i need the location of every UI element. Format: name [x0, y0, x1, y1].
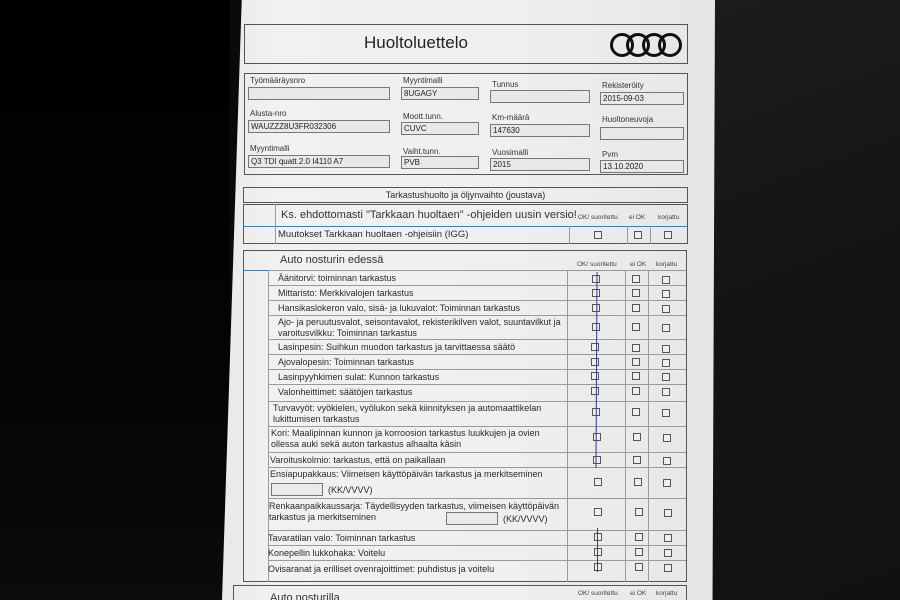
checklist-item-text: Konepellin lukkohaka: Voitelu [268, 548, 386, 558]
checklist-item-text: Muutokset Tarkkaan huoltaen -ohjeisiin (IGG) [278, 229, 469, 240]
checklist-row [268, 545, 686, 560]
gearbox-code-field[interactable]: PVB [401, 156, 479, 169]
not-ok-checkbox[interactable] [635, 548, 643, 556]
fixed-checkbox[interactable] [662, 373, 670, 381]
chassis-label: Alusta-nro [250, 109, 287, 118]
fixed-checkbox[interactable] [663, 457, 671, 465]
not-ok-checkbox[interactable] [633, 456, 641, 464]
col-not-ok-header: ei OK [630, 261, 647, 268]
not-ok-checkbox[interactable] [633, 433, 641, 441]
not-ok-checkbox[interactable] [632, 323, 640, 331]
checklist-row [268, 285, 686, 300]
checklist-item-text: Ajovalopesin: Toiminnan tarkastus [278, 357, 414, 367]
checklist-row [268, 300, 686, 315]
not-ok-checkbox[interactable] [632, 275, 640, 283]
date-field[interactable]: 13.10.2020 [600, 160, 684, 173]
checklist-item-text: Hansikaslokeron valo, sisä- ja lukuvalot: Toiminnan tarkastus [278, 303, 520, 313]
audi-rings-logo [610, 33, 682, 57]
tire-repair-kit-expiry-field[interactable] [446, 512, 498, 525]
fixed-checkbox[interactable] [662, 276, 670, 284]
sales-model-code-label: Myyntimalli [403, 76, 443, 85]
sales-model-name-label: Myyntimalli [250, 144, 290, 153]
checklist-row [268, 530, 686, 545]
fixed-checkbox[interactable] [664, 564, 672, 572]
not-ok-checkbox[interactable] [632, 358, 640, 366]
checklist-item-text: Renkaanpaikkaussarja: Täydellisyyden tarkastus, viimeisen käyttöpäivän tarkastus ja merkitseminen [269, 501, 559, 522]
model-year-field[interactable]: 2015 [490, 158, 590, 171]
checklist-item-text: Äänitorvi: toiminnan tarkastus [278, 273, 397, 283]
col-ok-header: OK/ suoritettu [578, 590, 618, 597]
fixed-checkbox[interactable] [662, 359, 670, 367]
not-ok-checkbox[interactable] [635, 563, 643, 571]
date-format-hint: (KK/VVVV) [503, 514, 548, 524]
checklist-item-text: Kori: Maalipinnan kunnon ja korroosion tarkastus luukkujen ja ovien ollessa auki sekä auton tarkastus alhaalta käsin [271, 428, 540, 449]
notice-header: Ks. ehdottomasti "Tarkkaan huoltaen" -ohjeiden uusin versio! [281, 209, 577, 221]
not-ok-checkbox[interactable] [634, 478, 642, 486]
fixed-checkbox[interactable] [662, 388, 670, 396]
ok-checkbox[interactable] [593, 456, 601, 464]
first-aid-expiry-field[interactable] [271, 483, 323, 496]
fixed-checkbox[interactable] [663, 434, 671, 442]
front-section-header: Auto nosturin edessä [280, 254, 384, 266]
checklist-row [268, 339, 686, 354]
engine-code-field[interactable]: CUVC [401, 122, 479, 135]
checklist-row [268, 401, 686, 426]
engine-code-label: Moott.tunn. [403, 112, 444, 121]
fixed-checkbox[interactable] [664, 509, 672, 517]
id-field[interactable] [490, 90, 590, 103]
divider [569, 226, 570, 244]
fixed-checkbox[interactable] [662, 409, 670, 417]
col-not-ok-header: ei OK [629, 214, 646, 221]
not-ok-checkbox[interactable] [632, 289, 640, 297]
ok-checkbox[interactable] [594, 231, 602, 239]
col-fixed-header: korjattu [656, 261, 678, 268]
divider [275, 204, 276, 244]
checklist-row [268, 369, 686, 384]
col-fixed-header: korjattu [658, 214, 680, 221]
date-format-hint: (KK/VVVV) [328, 485, 373, 495]
fixed-checkbox[interactable] [662, 290, 670, 298]
document-title: Huoltoluettelo [364, 33, 468, 52]
divider [650, 226, 651, 244]
mileage-label: Km-määrä [492, 113, 530, 122]
next-section-header: Auto nosturilla [270, 592, 340, 600]
pen-mark-ok-column [597, 528, 598, 572]
checklist-item-text: Tavaratilan valo: Toiminnan tarkastus [268, 533, 416, 543]
date-label: Pvm [602, 150, 618, 159]
background-left [0, 0, 230, 600]
registered-label: Rekisteröity [602, 81, 644, 90]
col-not-ok-header: ei OK [630, 590, 647, 597]
checklist-item-text: Valonheittimet: säätöjen tarkastus [278, 387, 413, 397]
checklist-item-text: Ensiapupakkaus: Viimeisen käyttöpäivän tarkastus ja merkitseminen [270, 469, 543, 479]
ok-checkbox[interactable] [591, 358, 599, 366]
id-label: Tunnus [492, 80, 519, 89]
service-advisor-field[interactable] [600, 127, 684, 140]
not-ok-checkbox[interactable] [632, 408, 640, 416]
col-fixed-header: korjattu [656, 590, 678, 597]
col-ok-header: OK/ suoritettu [578, 214, 618, 221]
model-year-label: Vuosimalli [492, 148, 529, 157]
work-order-label: Työmääräysnro [250, 76, 306, 85]
col-ok-header: OK/ suoritettu [577, 261, 617, 268]
checklist-row [268, 315, 686, 339]
checklist-row [268, 560, 686, 582]
not-ok-checkbox[interactable] [632, 372, 640, 380]
checklist-row [268, 270, 686, 285]
service-type-title: Tarkastushuolto ja öljynvaihto (joustava) [243, 187, 688, 203]
ok-checkbox[interactable] [593, 433, 601, 441]
ok-checkbox[interactable] [591, 343, 599, 351]
sales-model-code-field[interactable]: 8UGAGY [401, 87, 479, 100]
not-ok-checkbox[interactable] [635, 508, 643, 516]
checklist-row [268, 354, 686, 369]
divider [627, 226, 628, 244]
sales-model-name-field[interactable]: Q3 TDI quatt.2.0 I4110 A7 [248, 155, 390, 168]
service-advisor-label: Huoltoneuvoja [602, 115, 654, 124]
not-ok-checkbox[interactable] [634, 231, 642, 239]
gearbox-code-label: Vaiht.tunn. [403, 147, 441, 156]
background-fabric [712, 0, 900, 600]
fixed-checkbox[interactable] [664, 549, 672, 557]
ok-checkbox[interactable] [594, 548, 602, 556]
not-ok-checkbox[interactable] [632, 387, 640, 395]
fixed-checkbox[interactable] [662, 345, 670, 353]
ok-checkbox[interactable] [594, 478, 602, 486]
checklist-item-text: Ajo- ja peruutusvalot, seisontavalot, rekisterikilven valot, suuntavilkut ja varoitusvilkku: Toiminnan tarkastus [278, 317, 561, 338]
fixed-checkbox[interactable] [662, 305, 670, 313]
checklist-item-text: Lasinpyyhkimen sulat: Kunnon tarkastus [278, 372, 440, 382]
checklist-row [268, 384, 686, 401]
mileage-field[interactable]: 147630 [490, 124, 590, 137]
checklist-item-text: Varoituskolmio: tarkastus, että on paikallaan [270, 455, 446, 465]
not-ok-checkbox[interactable] [632, 344, 640, 352]
fixed-checkbox[interactable] [664, 231, 672, 239]
fixed-checkbox[interactable] [663, 479, 671, 487]
checklist-item-text: Turvavyöt: vyökielen, vyölukon sekä kiinnityksen ja automaattikelan lukittumisen tarkastus [273, 403, 542, 424]
ok-checkbox[interactable] [594, 508, 602, 516]
checklist-item-text: Ovisaranat ja erilliset ovenrajoittimet: puhdistus ja voitelu [268, 564, 495, 574]
chassis-field[interactable]: WAUZZZ8U3FR032306 [248, 120, 390, 133]
checklist-item-text: Mittaristo: Merkkivalojen tarkastus [278, 288, 414, 298]
registered-field[interactable]: 2015-09-03 [600, 92, 684, 105]
checklist-row [268, 426, 686, 452]
not-ok-checkbox[interactable] [635, 533, 643, 541]
fixed-checkbox[interactable] [662, 324, 670, 332]
not-ok-checkbox[interactable] [632, 304, 640, 312]
work-order-field[interactable] [248, 87, 390, 100]
divider [243, 226, 688, 227]
ok-checkbox[interactable] [594, 563, 602, 571]
ok-checkbox[interactable] [594, 533, 602, 541]
fixed-checkbox[interactable] [664, 534, 672, 542]
checklist-item-text: Lasinpesin: Suihkun muodon tarkastus ja tarvittaessa säätö [278, 342, 516, 352]
checklist-row [268, 452, 686, 467]
